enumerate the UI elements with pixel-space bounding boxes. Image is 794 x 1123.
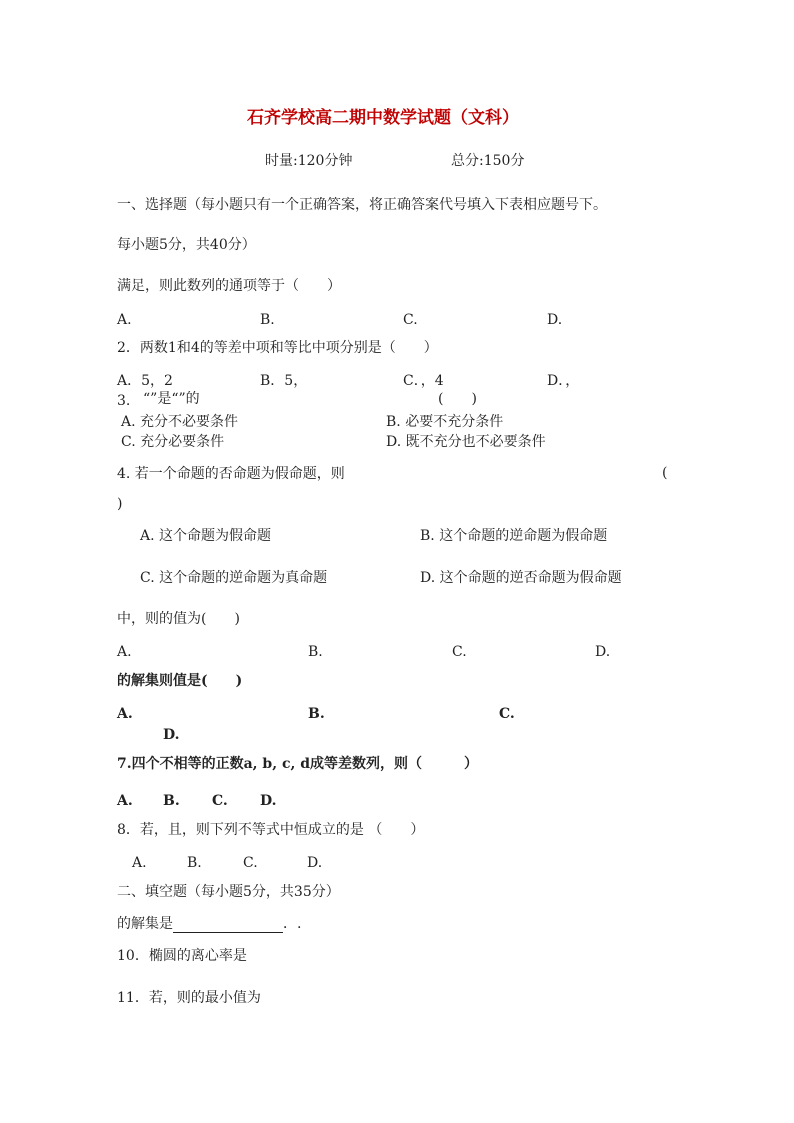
- section1-heading-cont: 每小题5分，共40分）: [117, 237, 256, 253]
- q7-option-b: B.: [163, 793, 180, 809]
- q1-option-d: D.: [547, 312, 563, 328]
- page-title: 石齐学校高二期中数学试题（文科）: [247, 108, 519, 128]
- q10-stem: 10．椭圆的离心率是: [117, 948, 247, 964]
- q9-stem: 的解集是: [117, 916, 173, 932]
- q6-stem: 的解集则值是( ): [117, 673, 243, 689]
- q2-stem: 2．两数1和4的等差中项和等比中项分别是（ ）: [117, 340, 438, 356]
- q8-stem: 8．若，且，则下列不等式中恒成立的是 （ ）: [117, 822, 425, 838]
- section2-heading: 二、填空题（每小题5分，共35分）: [117, 884, 340, 900]
- q9-line: [117, 915, 301, 933]
- q3-option-c: C. 充分必要条件: [121, 434, 225, 450]
- q5-option-d: D.: [595, 644, 611, 660]
- q9-end: ．.: [283, 916, 302, 932]
- q4-paren-open: (: [662, 465, 668, 481]
- q4-option-c: C. 这个命题的逆命题为真命题: [140, 570, 328, 586]
- q7-option-a: A.: [117, 793, 133, 809]
- q3-number: 3.: [117, 393, 131, 409]
- q11-stem: 11．若，则的最小值为: [117, 990, 261, 1006]
- q8-option-d: D.: [307, 855, 323, 871]
- q1-option-b: B.: [260, 312, 275, 328]
- q3-option-b: B. 必要不充分条件: [386, 414, 504, 430]
- q5-option-b: B.: [308, 644, 323, 660]
- q7-stem: 7.四个不相等的正数a, b, c, d成等差数列，则（ ）: [117, 756, 479, 772]
- q4-stem: 4. 若一个命题的否命题为假命题，则: [117, 466, 345, 482]
- q7-option-d: D.: [260, 793, 277, 809]
- q2-option-a: A．5，2: [117, 373, 173, 389]
- q3-option-a: A. 充分不必要条件: [121, 414, 239, 430]
- q6-option-b: B.: [308, 706, 325, 722]
- q7-option-c: C.: [212, 793, 228, 809]
- q6-option-c: C.: [499, 706, 515, 722]
- q4-paren-close: ): [117, 496, 123, 512]
- q1-option-a: A.: [117, 312, 132, 328]
- section1-heading: 一、选择题（每小题只有一个正确答案，将正确答案代号填入下表相应题号下。: [117, 197, 607, 213]
- q5-option-c: C.: [452, 644, 467, 660]
- q4-option-b: B. 这个命题的逆命题为假命题: [420, 528, 608, 544]
- q2-option-d: D．，: [547, 373, 580, 389]
- q4-option-d: D. 这个命题的逆否命题为假命题: [420, 570, 622, 586]
- q4-option-a: A. 这个命题为假命题: [140, 528, 272, 544]
- q3-option-d: D. 既不充分也不必要条件: [386, 434, 546, 450]
- q2-option-b: B．5，: [260, 373, 308, 389]
- q8-option-c: C.: [243, 855, 258, 871]
- q8-option-a: A.: [132, 855, 147, 871]
- q1-option-c: C.: [403, 312, 418, 328]
- q5-stem: 中，则的值为( ): [117, 611, 240, 627]
- q5-option-a: A.: [117, 644, 132, 660]
- q3-stem: “”是“”的: [143, 391, 200, 407]
- q6-option-a: A.: [117, 706, 133, 722]
- q2-option-c: C．，4: [403, 373, 444, 389]
- score-label: 总分:150分: [451, 153, 525, 169]
- q6-option-d: D.: [163, 727, 180, 743]
- q1-stem: 满足，则此数列的通项等于（ ）: [117, 278, 341, 294]
- q8-option-b: B.: [187, 855, 202, 871]
- q9-answer-blank[interactable]: [173, 918, 283, 933]
- q3-paren: ( ): [438, 391, 477, 407]
- time-label: 时量:120分钟: [265, 153, 353, 169]
